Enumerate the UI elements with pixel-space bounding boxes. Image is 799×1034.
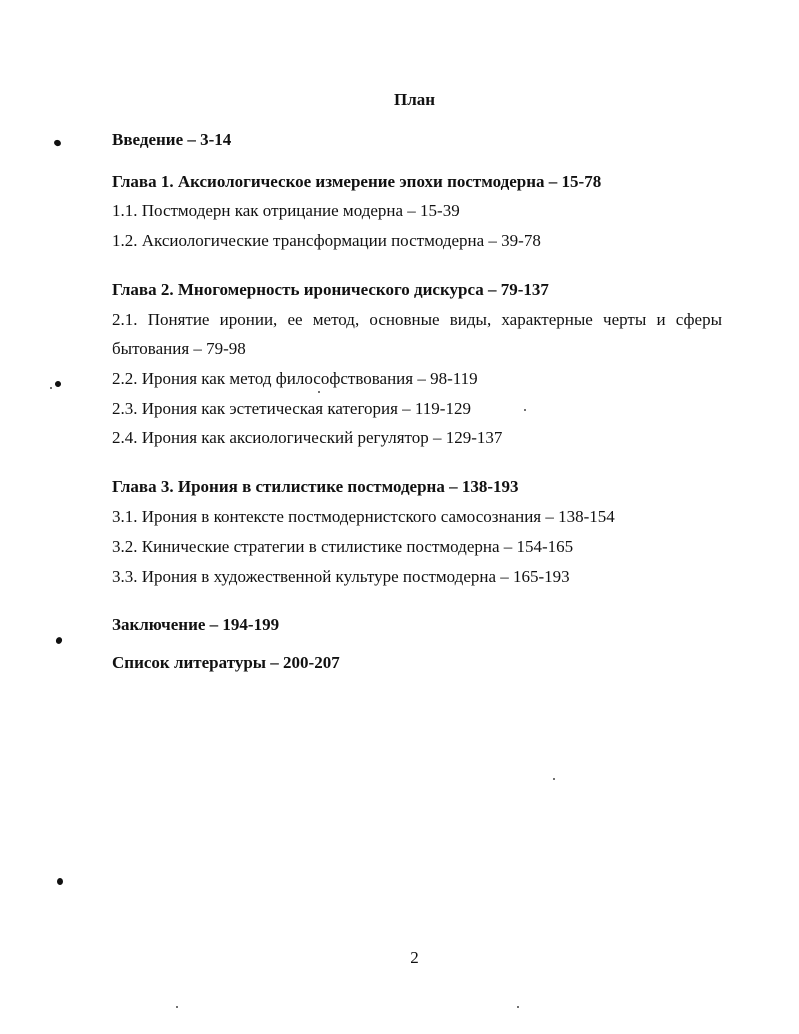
toc-item-2-1-line-1: 2.1. Понятие иронии, ее метод, основные виды, характерные черты и сферы: [112, 310, 722, 329]
toc-references: Список литературы – 200-207: [112, 653, 340, 672]
toc-item-3-1: 3.1. Ирония в контексте постмодернистского самосознания – 138-154: [112, 507, 615, 526]
toc-conclusion: Заключение – 194-199: [112, 615, 280, 634]
toc-item-3-3: 3.3. Ирония в художественной культуре постмодерна – 165-193: [112, 567, 570, 586]
scan-speck: [50, 387, 52, 389]
toc-chapter-1-heading: Глава 1. Аксиологическое измерение эпохи постмодерна – 15-78: [112, 172, 602, 191]
toc-item-1-1: 1.1. Постмодерн как отрицание модерна – 15-39: [112, 201, 460, 220]
toc-chapter-2-heading: Глава 2. Многомерность иронического дискурса – 79-137: [112, 280, 549, 299]
scan-mark: [53, 139, 62, 147]
scan-mark: [57, 878, 63, 885]
toc-item-3-2: 3.2. Кинические стратегии в стилистике постмодерна – 154-165: [112, 537, 574, 556]
scan-speck: [553, 778, 555, 780]
toc-item-2-3: 2.3. Ирония как эстетическая категория – 119-129: [112, 399, 471, 418]
scan-speck: [524, 409, 526, 411]
page-number: 2: [410, 948, 419, 967]
scan-speck: [517, 1006, 519, 1008]
scan-speck: [176, 1006, 178, 1008]
scan-speck: [318, 391, 320, 393]
toc-chapter-3-heading: Глава 3. Ирония в стилистике постмодерна – 138-193: [112, 477, 519, 496]
page-title: План: [393, 90, 436, 109]
scan-mark: [55, 636, 63, 645]
toc-item-2-1-line-2: бытования – 79-98: [112, 339, 246, 358]
toc-item-2-2: 2.2. Ирония как метод философствования – 98-119: [112, 369, 478, 388]
toc-intro: Введение – 3-14: [112, 130, 232, 149]
toc-item-1-2: 1.2. Аксиологические трансформации постмодерна – 39-78: [112, 231, 541, 250]
scan-mark: [54, 380, 61, 387]
toc-item-2-4: 2.4. Ирония как аксиологический регулятор – 129-137: [112, 428, 503, 447]
